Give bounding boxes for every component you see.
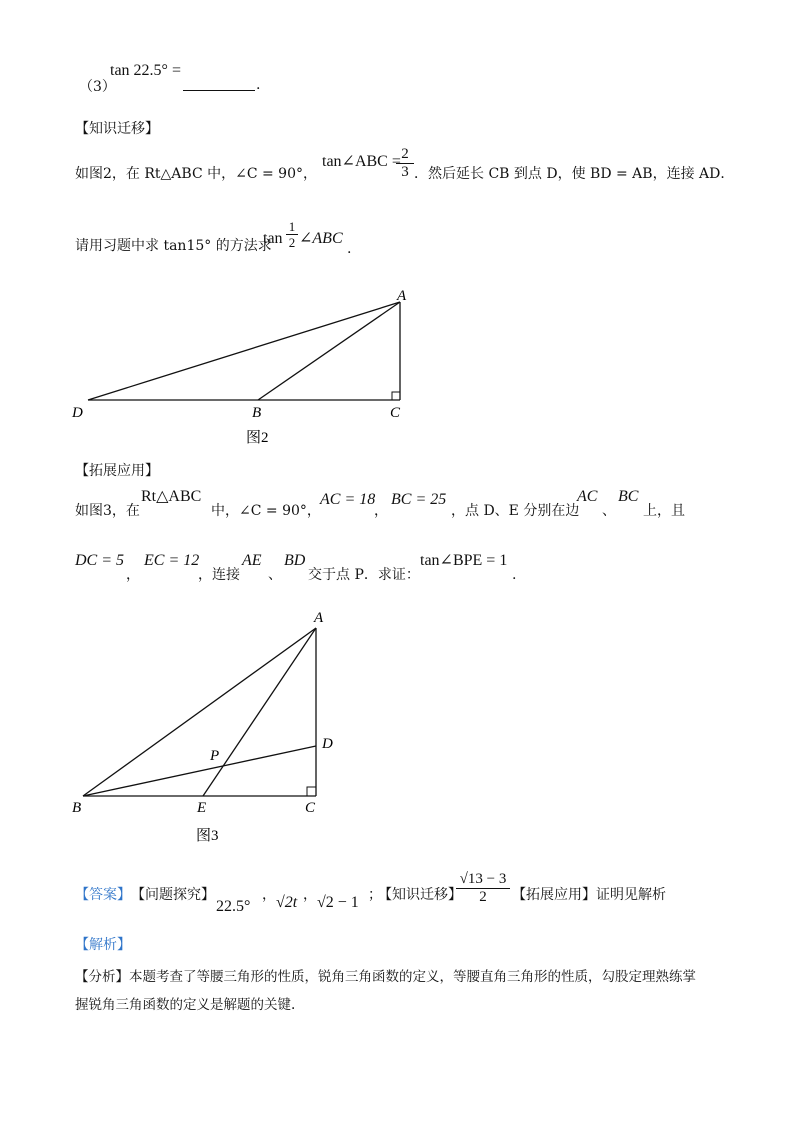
dc-value: DC = 5 [75,552,125,569]
extend2-text-1: ，连接 [198,567,240,583]
figure-2 [0,280,800,450]
label-d: D [322,736,333,752]
extend-text-2: 中，∠C = 90°， [211,503,321,519]
answer-blank[interactable] [183,90,255,91]
segment-da [88,302,400,400]
fraction-denominator: 2 [288,235,296,250]
fraction-two-thirds [396,146,414,181]
answer-value-2: √2t [276,894,298,911]
analysis-line-2: 握锐角三角函数的定义是解题的关键. [75,997,296,1013]
side-bc: BC [618,488,639,505]
segment-ae: AE [242,552,262,569]
label-d: D [72,405,83,421]
figure-3 [0,600,800,850]
extend2-text-2: 交于点 P．求证： [308,567,420,583]
fraction-denominator: 3 [401,164,409,180]
tan-bpe: tan∠BPE = 1 [420,552,508,569]
dunhao: 、 [268,567,282,583]
ac-value: AC = 18 [320,491,376,508]
segment-ba [258,302,400,400]
comma: ， [126,567,140,583]
answer-tag: 【答案】 [75,887,131,903]
extend-text-1: 如图3，在 [75,503,140,519]
label-a: A [397,288,407,304]
comma: ， [303,887,317,903]
period: . [256,77,261,93]
fraction-numerator: 1 [286,219,298,235]
answer-value-1: 22.5° [216,898,251,915]
right-angle-mark [307,787,316,796]
label-b: B [72,800,82,816]
section-knowledge-transfer: 【知识迁移】 [75,121,159,137]
answer-fraction [456,871,510,906]
fraction-one-half [286,219,298,250]
label-c: C [305,800,316,816]
answer-extended-application: 【拓展应用】证明见解析 [512,887,666,903]
right-angle-mark [392,392,400,400]
rt-abc: Rt△ABC [141,488,202,505]
figure-2-caption: 图2 [246,430,269,446]
answer-value-3: √2 − 1 [317,894,359,911]
transfer-text-1: 如图2，在 Rt△ABC 中，∠C = 90°， [75,166,317,182]
figure-3-caption: 图3 [196,828,219,844]
segment-ae [203,628,316,796]
section-extended-application: 【拓展应用】 [75,463,159,479]
extend-text-3: ，点 D、E 分别在边 [451,503,580,519]
analysis-line-1: 【分析】本题考查了等腰三角形的性质，锐角三角函数的定义，等腰直角三角形的性质，勾股定理熟练掌 [75,969,696,985]
label-b: B [252,405,262,421]
label-p: P [210,748,220,764]
tan-expression: tan 22.5° = [110,62,181,79]
extend-text-4: 上，且 [643,503,685,519]
bc-value: BC = 25 [391,491,447,508]
label-c: C [390,405,401,421]
comma: ， [374,503,388,519]
segment-bd: BD [284,552,306,569]
fraction-denominator: 2 [479,889,487,905]
label-a: A [314,610,324,626]
part-number: （3） [79,79,116,95]
comma: ， [262,887,276,903]
label-e: E [197,800,207,816]
tan-label: tan [263,230,283,247]
dunhao: 、 [602,503,616,519]
analysis-tag: 【解析】 [75,937,131,953]
answer-problem-explore: 【问题探究】 [131,887,215,903]
transfer-text-4: 请用习题中求 tan15° 的方法求 [75,238,272,254]
fraction-numerator: √13 − 3 [456,871,510,889]
angle-abc: ∠ABC [299,230,343,247]
ec-value: EC = 12 [144,552,200,569]
period: . [512,567,517,583]
fraction-numerator: 2 [396,146,414,164]
side-ac: AC [577,488,598,505]
tan-abc: tan∠ABC = [322,153,401,170]
answer-knowledge-transfer: 【知识迁移】 [378,887,462,903]
period: . [347,241,352,257]
transfer-text-3: ．然后延长 CB 到点 D，使 BD = AB，连接 AD． [414,166,735,182]
semicolon: ； [368,887,382,903]
